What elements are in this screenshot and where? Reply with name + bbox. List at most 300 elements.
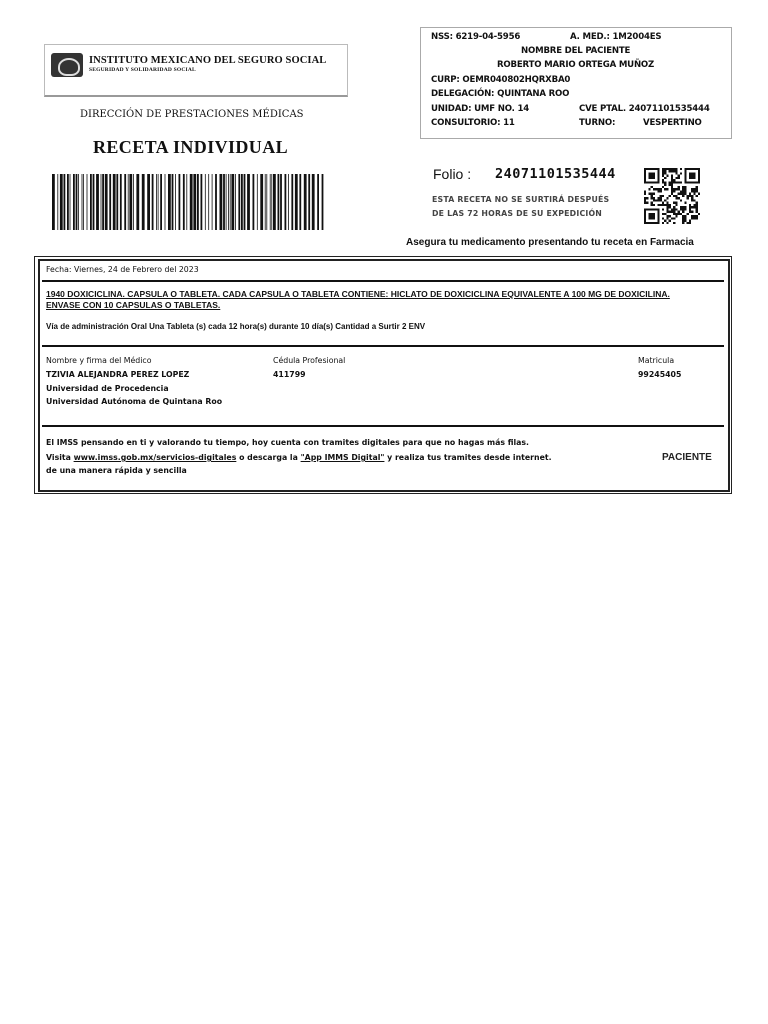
qr-module (662, 181, 664, 183)
qr-module (678, 188, 680, 190)
qr-module (696, 202, 698, 204)
qr-module (689, 193, 691, 195)
qr-module (691, 177, 693, 179)
barcode-bar (90, 174, 92, 230)
qr-module (657, 170, 659, 172)
qr-module (698, 213, 700, 215)
qr-module (669, 220, 671, 222)
qr-module (669, 168, 671, 170)
qr-module (675, 202, 677, 204)
qr-module (653, 172, 655, 174)
qr-module (693, 199, 695, 201)
qr-module (691, 211, 693, 213)
barcode (50, 174, 326, 230)
barcode-bar (241, 174, 243, 230)
folio-label: Folio : (433, 166, 472, 182)
barcode-bar (288, 174, 289, 230)
qr-module (662, 217, 664, 219)
qr-module (644, 181, 646, 183)
qr-module (664, 181, 666, 183)
barcode-bar (73, 174, 75, 230)
qr-module (648, 188, 650, 190)
footer-line-2 (46, 453, 552, 462)
barcode-bar (124, 174, 126, 230)
qr-module (696, 208, 698, 210)
qr-module (693, 204, 695, 206)
qr-module (646, 202, 648, 204)
qr-module (689, 175, 691, 177)
realiza-text: y realiza tus tramites desde internet. (387, 453, 552, 462)
qr-module (653, 217, 655, 219)
qr-module (673, 211, 675, 213)
qr-module (666, 175, 668, 177)
qr-module (675, 208, 677, 210)
qr-module (682, 193, 684, 195)
qr-module (673, 217, 675, 219)
expiry-warning-line-2: DE LAS 72 HORAS DE SU EXPEDICIÓN (432, 209, 603, 218)
matricula: 99245405 (638, 370, 682, 379)
qr-module (653, 181, 655, 183)
qr-module (684, 190, 686, 192)
a-med: A. MED.: 1M2004ES (570, 32, 662, 42)
qr-module (696, 168, 698, 170)
qr-module (678, 175, 680, 177)
matricula-label: Matricula (638, 356, 675, 365)
qr-module (689, 204, 691, 206)
qr-module (691, 172, 693, 174)
qr-module (696, 186, 698, 188)
qr-module (657, 222, 659, 224)
qr-module (653, 213, 655, 215)
qr-module (662, 175, 664, 177)
qr-module (662, 208, 664, 210)
qr-module (680, 168, 682, 170)
qr-module (664, 220, 666, 222)
qr-module (673, 222, 675, 224)
qr-module (684, 186, 686, 188)
qr-module (648, 213, 650, 215)
barcode-bar (291, 174, 293, 230)
qr-module (653, 188, 655, 190)
qr-module (644, 177, 646, 179)
qr-module (644, 220, 646, 222)
institution-name: INSTITUTO MEXICANO DEL SEGURO SOCIAL (89, 55, 327, 66)
qr-module (671, 170, 673, 172)
qr-module (651, 193, 653, 195)
qr-module (691, 206, 693, 208)
qr-module (691, 199, 693, 201)
barcode-bar (60, 174, 63, 230)
qr-module (646, 197, 648, 199)
barcode-bar (299, 174, 301, 230)
visita-text: Visita (46, 453, 71, 462)
universidad: Universidad Autónoma de Quintana Roo (46, 397, 223, 406)
qr-module (648, 193, 650, 195)
qr-module (678, 211, 680, 213)
qr-module (648, 168, 650, 170)
qr-module (693, 215, 695, 217)
divider (42, 425, 724, 427)
unidad: UNIDAD: UMF NO. 14 (431, 104, 530, 114)
qr-module (696, 217, 698, 219)
qr-module (655, 181, 657, 183)
qr-module (696, 206, 698, 208)
qr-module (669, 181, 671, 183)
qr-module (657, 215, 659, 217)
qr-module (675, 177, 677, 179)
qr-module (653, 175, 655, 177)
barcode-bar (136, 174, 139, 230)
qr-module (682, 188, 684, 190)
qr-module (693, 175, 695, 177)
qr-module (644, 190, 646, 192)
document-title: RECETA INDIVIDUAL (93, 137, 289, 157)
qr-module (684, 208, 686, 210)
qr-module (678, 181, 680, 183)
qr-module (648, 208, 650, 210)
qr-module (687, 197, 689, 199)
qr-module (696, 181, 698, 183)
qr-module (671, 179, 673, 181)
qr-module (657, 197, 659, 199)
qr-module (657, 213, 659, 215)
qr-module (671, 168, 673, 170)
barcode-bar (223, 174, 225, 230)
qr-module (680, 213, 682, 215)
qr-module (675, 181, 677, 183)
descarga-text: o descarga la (239, 453, 298, 462)
qr-module (664, 170, 666, 172)
barcode-bar (197, 174, 199, 230)
barcode-bar (278, 174, 280, 230)
qr-module (680, 199, 682, 201)
qr-module (691, 195, 693, 197)
qr-module (673, 206, 675, 208)
qr-module (689, 177, 691, 179)
qr-module (673, 213, 675, 215)
barcode-bar (52, 174, 55, 230)
qr-module (651, 204, 653, 206)
divider (42, 345, 724, 347)
qr-module (684, 177, 686, 179)
qr-module (657, 199, 659, 201)
barcode-bar (270, 174, 271, 230)
qr-module (669, 195, 671, 197)
qr-module (682, 195, 684, 197)
qr-module (657, 188, 659, 190)
barcode-bar (102, 174, 104, 230)
imss-eagle-logo-icon (51, 53, 83, 77)
qr-module (644, 202, 646, 204)
qr-module (678, 213, 680, 215)
cedula: 411799 (273, 370, 306, 379)
qr-module (648, 217, 650, 219)
qr-module (693, 206, 695, 208)
qr-module (671, 177, 673, 179)
qr-module (678, 193, 680, 195)
qr-module (669, 204, 671, 206)
qr-module (648, 175, 650, 177)
qr-module (653, 168, 655, 170)
qr-module (684, 188, 686, 190)
qr-module (682, 211, 684, 213)
dosage-instructions: Vía de administración Oral Una Tableta (s) cada 12 hora(s) durante 10 día(s) Cantidad a Surtir 2 ENV (46, 322, 426, 331)
barcode-bar (109, 174, 111, 230)
app-imss-digital-link[interactable]: "App IMMS Digital" (300, 453, 385, 462)
qr-module (648, 172, 650, 174)
qr-code (644, 168, 700, 224)
qr-module (684, 220, 686, 222)
qr-module (687, 181, 689, 183)
qr-module (651, 177, 653, 179)
institution-subtitle: SEGURIDAD Y SOLIDARIDAD SOCIAL (89, 67, 196, 73)
qr-module (664, 213, 666, 215)
barcode-bar (168, 174, 171, 230)
barcode-bar (96, 174, 99, 230)
qr-module (675, 195, 677, 197)
qr-module (655, 168, 657, 170)
qr-module (684, 172, 686, 174)
qr-module (687, 168, 689, 170)
universidad-label: Universidad de Procedencia (46, 384, 169, 393)
nss: NSS: 6219-04-5956 (431, 32, 521, 42)
medico-name: TZIVIA ALEJANDRA PEREZ LOPEZ (46, 370, 190, 379)
qr-module (680, 181, 682, 183)
imss-logo-box (44, 44, 348, 97)
qr-module (644, 199, 646, 201)
barcode-bar (273, 174, 276, 230)
qr-module (684, 215, 686, 217)
qr-module (696, 211, 698, 213)
qr-module (684, 217, 686, 219)
barcode-bar (247, 174, 250, 230)
patient-name-label: NOMBRE DEL PACIENTE (521, 46, 631, 56)
qr-module (666, 202, 668, 204)
barcode-bar (190, 174, 193, 230)
footer-line-3: de una manera rápida y sencilla (46, 466, 187, 475)
qr-module (660, 197, 662, 199)
barcode-bar (201, 174, 203, 230)
qr-module (657, 220, 659, 222)
qr-module (651, 175, 653, 177)
barcode-bar (265, 174, 266, 230)
qr-module (644, 170, 646, 172)
qr-module (653, 197, 655, 199)
barcode-bar (70, 174, 71, 230)
qr-module (666, 208, 668, 210)
divider (42, 280, 724, 282)
qr-module (657, 181, 659, 183)
qr-module (644, 168, 646, 170)
qr-module (675, 215, 677, 217)
qr-module (675, 188, 677, 190)
barcode-bar (105, 174, 108, 230)
qr-module (698, 168, 700, 170)
qr-module (646, 168, 648, 170)
qr-module (689, 211, 691, 213)
qr-module (657, 179, 659, 181)
barcode-bar (280, 174, 282, 230)
qr-module (651, 168, 653, 170)
qr-module (684, 175, 686, 177)
qr-module (687, 195, 689, 197)
barcode-bar (260, 174, 263, 230)
qr-module (669, 206, 671, 208)
barcode-bar (317, 174, 319, 230)
barcode-bar (175, 174, 176, 230)
qr-module (675, 197, 677, 199)
barcode-bar (156, 174, 157, 230)
qr-module (673, 195, 675, 197)
cve-ptal: CVE PTAL. 24071101535444 (579, 104, 710, 114)
qr-module (693, 217, 695, 219)
qr-module (660, 204, 662, 206)
qr-module (651, 202, 653, 204)
barcode-bar (186, 174, 187, 230)
qr-module (653, 222, 655, 224)
qr-module (675, 172, 677, 174)
qr-module (669, 211, 671, 213)
qr-module (664, 188, 666, 190)
qr-module (673, 168, 675, 170)
qr-module (693, 168, 695, 170)
qr-module (671, 193, 673, 195)
barcode-bar (158, 174, 159, 230)
medico-name-label: Nombre y firma del Médico (46, 356, 152, 365)
qr-module (662, 170, 664, 172)
barcode-bar (238, 174, 240, 230)
qr-module (696, 195, 698, 197)
expiry-warning-line-1: ESTA RECETA NO SE SURTIRÁ DESPUÉS (432, 195, 610, 204)
qr-module (664, 177, 666, 179)
barcode-bar (220, 174, 223, 230)
qr-module (689, 206, 691, 208)
qr-module (660, 188, 662, 190)
barcode-bar (172, 174, 174, 230)
barcode-bar (257, 174, 258, 230)
qr-module (657, 172, 659, 174)
pharmacy-notice: Asegura tu medicamento presentando tu receta en Farmacia (406, 237, 694, 248)
barcode-bar (231, 174, 234, 230)
barcode-bar (152, 174, 154, 230)
qr-module (696, 188, 698, 190)
curp: CURP: OEMR040802HQRXBA0 (431, 75, 571, 85)
barcode-bar (304, 174, 307, 230)
barcode-bar (113, 174, 116, 230)
qr-module (673, 190, 675, 192)
qr-module (684, 206, 686, 208)
qr-module (673, 181, 675, 183)
barcode-bar (83, 174, 84, 230)
qr-module (698, 177, 700, 179)
qr-module (698, 170, 700, 172)
qr-module (689, 195, 691, 197)
qr-module (698, 193, 700, 195)
medication-line-2: ENVASE CON 10 CAPSULAS O TABLETAS. (46, 300, 221, 310)
barcode-bar (133, 174, 134, 230)
qr-module (655, 188, 657, 190)
barcode-bar (160, 174, 162, 230)
qr-module (653, 177, 655, 179)
qr-module (655, 199, 657, 201)
qr-module (696, 215, 698, 217)
qr-module (651, 186, 653, 188)
qr-module (687, 213, 689, 215)
barcode-bar (212, 174, 213, 230)
fecha: Fecha: Viernes, 24 de Febrero del 2023 (46, 265, 199, 274)
qr-module (678, 186, 680, 188)
qr-module (682, 208, 684, 210)
qr-module (666, 206, 668, 208)
qr-module (691, 175, 693, 177)
qr-module (691, 217, 693, 219)
qr-module (662, 195, 664, 197)
qr-module (644, 193, 646, 195)
qr-module (664, 172, 666, 174)
qr-module (653, 193, 655, 195)
qr-module (653, 204, 655, 206)
qr-module (666, 188, 668, 190)
qr-module (682, 217, 684, 219)
qr-module (666, 168, 668, 170)
qr-module (644, 175, 646, 177)
qr-module (651, 197, 653, 199)
qr-module (657, 208, 659, 210)
folio-number: 24071101535444 (495, 166, 616, 182)
qr-module (662, 168, 664, 170)
qr-module (682, 190, 684, 192)
qr-module (689, 222, 691, 224)
barcode-bar (67, 174, 69, 230)
barcode-bar (101, 174, 102, 230)
qr-module (648, 215, 650, 217)
qr-module (644, 213, 646, 215)
qr-module (675, 168, 677, 170)
qr-module (655, 222, 657, 224)
barcode-bar (308, 174, 310, 230)
qr-module (657, 177, 659, 179)
direccion-label: DIRECCIÓN DE PRESTACIONES MÉDICAS (80, 109, 304, 120)
barcode-bar (93, 174, 95, 230)
qr-module (678, 177, 680, 179)
imss-digital-link[interactable]: www.imss.gob.mx/servicios-digitales (73, 453, 237, 462)
barcode-bar (230, 174, 231, 230)
barcode-bar (120, 174, 122, 230)
qr-module (687, 222, 689, 224)
qr-module (651, 195, 653, 197)
qr-module (691, 188, 693, 190)
qr-module (691, 181, 693, 183)
qr-module (655, 208, 657, 210)
medication-line-1: 1940 DOXICICLINA. CAPSULA O TABLETA. CADA CAPSULA O TABLETA CONTIENE: HICLATO DE DOXICICLINA EQUIVALENTE A 100 MG DE DOXICILINA. (46, 289, 670, 299)
qr-module (684, 179, 686, 181)
barcode-bar (78, 174, 79, 230)
qr-module (648, 181, 650, 183)
barcode-bar (76, 174, 78, 230)
qr-module (662, 204, 664, 206)
footer-line-1: El IMSS pensando en ti y valorando tu tiempo, hoy cuenta con tramites digitales para que no hagas más filas. (46, 438, 530, 447)
qr-module (644, 217, 646, 219)
qr-module (682, 206, 684, 208)
qr-module (651, 222, 653, 224)
qr-module (673, 188, 675, 190)
copy-recipient: PACIENTE (662, 452, 712, 463)
qr-module (660, 190, 662, 192)
qr-module (651, 181, 653, 183)
qr-module (691, 197, 693, 199)
qr-module (673, 179, 675, 181)
barcode-bar (266, 174, 267, 230)
